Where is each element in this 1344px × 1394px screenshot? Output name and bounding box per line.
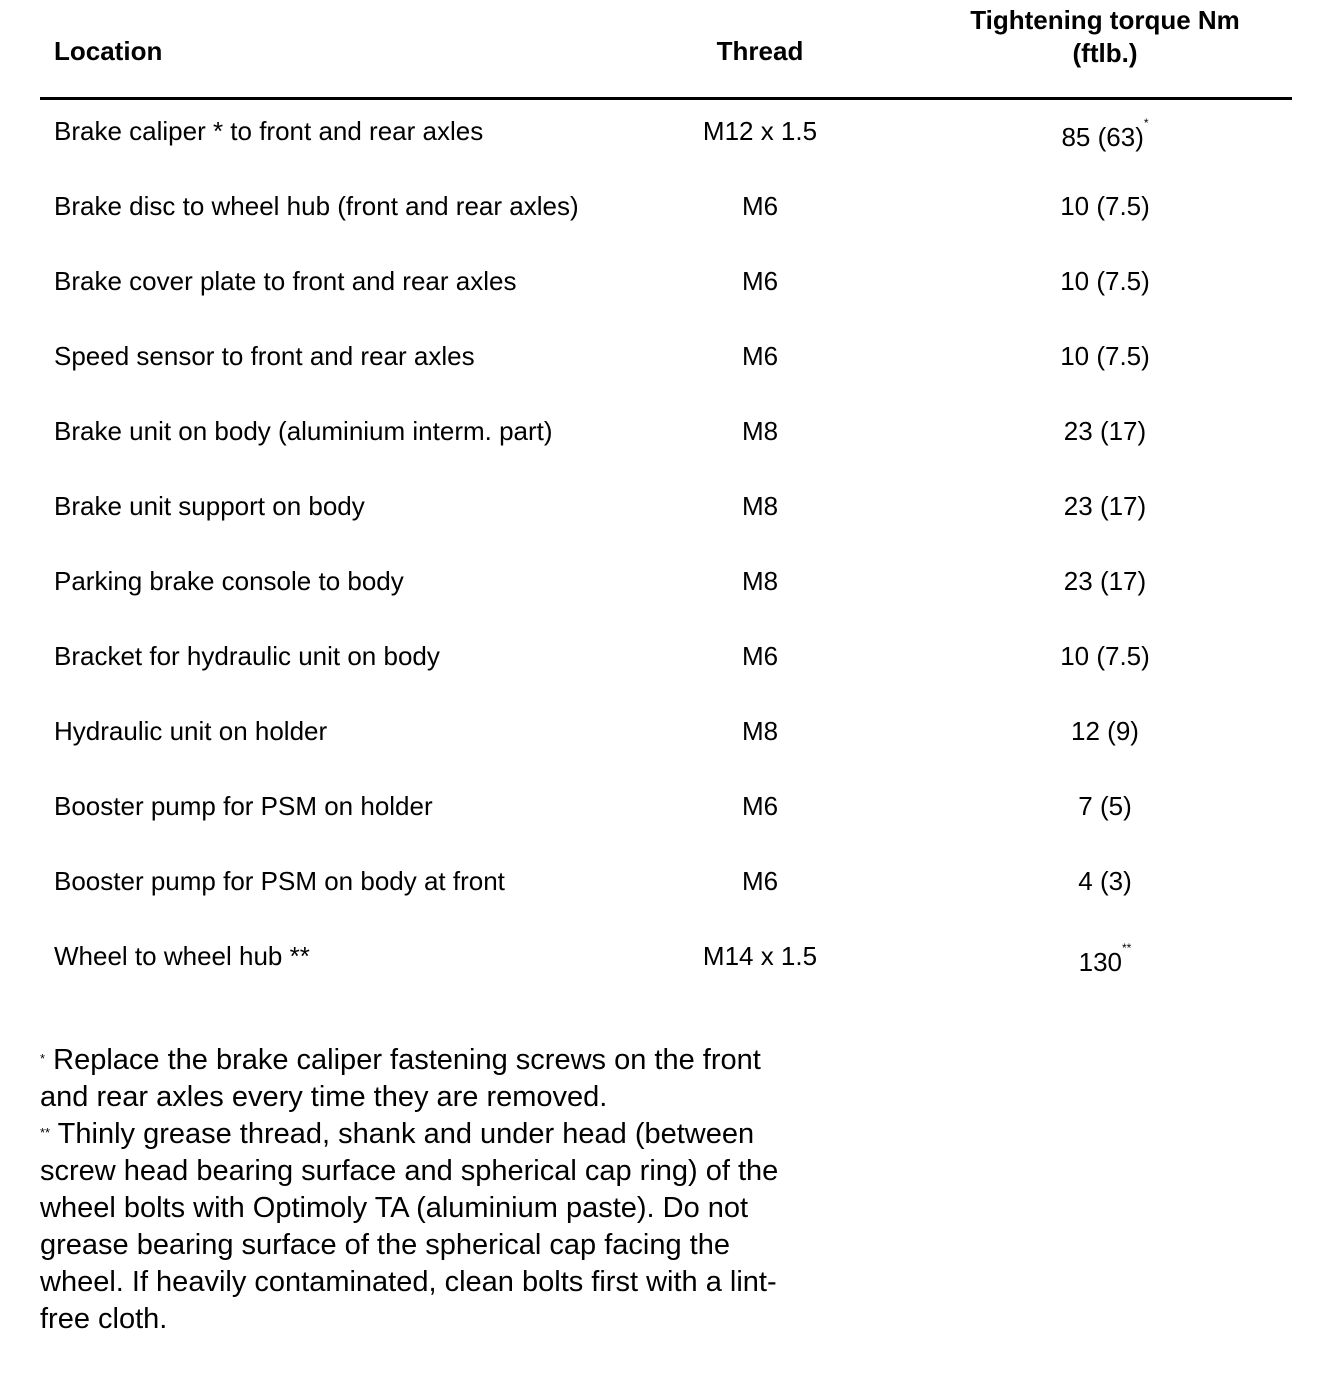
cell-thread: M6 — [741, 791, 779, 821]
cell-thread: M8 — [741, 566, 779, 596]
cell-torque — [915, 791, 1295, 822]
header-thread: Thread — [716, 36, 804, 66]
table-header — [40, 0, 1292, 100]
cell-torque-value: 10 (7.5) — [1060, 191, 1150, 221]
cell-location: Parking brake console to body — [54, 566, 404, 596]
table-row — [40, 850, 1292, 925]
cell-torque — [915, 716, 1295, 747]
cell-torque — [915, 641, 1295, 672]
cell-torque-value: 4 (3) — [1078, 866, 1132, 896]
table-row — [40, 775, 1292, 850]
cell-location: Brake cover plate to front and rear axles — [54, 266, 517, 296]
cell-thread: M8 — [741, 491, 779, 521]
cell-torque — [915, 941, 1295, 978]
cell-torque — [915, 191, 1295, 222]
table-row — [40, 550, 1292, 625]
cell-torque — [915, 416, 1295, 447]
cell-torque-footnote-mark: * — [1143, 116, 1149, 130]
cell-torque-value: 10 (7.5) — [1060, 641, 1150, 671]
table-row — [40, 925, 1292, 1000]
cell-torque-value: 7 (5) — [1078, 791, 1132, 821]
table-row — [40, 475, 1292, 550]
table-row — [40, 175, 1292, 250]
cell-thread: M8 — [741, 716, 779, 746]
torque-table — [40, 0, 1292, 1000]
cell-location: Brake unit support on body — [54, 491, 365, 521]
cell-torque-footnote-mark: ** — [1122, 941, 1132, 955]
cell-thread: M6 — [741, 266, 779, 296]
cell-torque-value: 10 (7.5) — [1060, 341, 1150, 371]
cell-torque-value: 130 — [1078, 947, 1123, 977]
cell-thread: M6 — [741, 866, 779, 896]
cell-location: Brake caliper * to front and rear axles — [54, 116, 484, 146]
footnote-2 — [40, 1116, 800, 1338]
footnotes — [40, 1042, 800, 1338]
header-torque-line1: Tightening torque Nm — [970, 5, 1240, 35]
cell-torque — [915, 116, 1295, 153]
cell-torque — [915, 266, 1295, 297]
cell-torque-value: 23 (17) — [1063, 416, 1147, 446]
table-row — [40, 700, 1292, 775]
cell-torque-value: 10 (7.5) — [1060, 266, 1150, 296]
cell-location: Speed sensor to front and rear axles — [54, 341, 475, 371]
cell-torque — [915, 491, 1295, 522]
cell-thread: M12 x 1.5 — [702, 116, 818, 146]
cell-location: Wheel to wheel hub ** — [54, 941, 310, 971]
cell-thread: M8 — [741, 416, 779, 446]
cell-torque — [915, 566, 1295, 597]
cell-location: Booster pump for PSM on body at front — [54, 866, 505, 896]
table-row — [40, 100, 1292, 175]
cell-location: Brake disc to wheel hub (front and rear axles) — [54, 191, 579, 221]
footnote-2-text: Thinly grease thread, shank and under head (between screw head bearing surface and spherical cap ring) of the wheel bolts with Optimoly TA (aluminium paste). Do not grease bearing surface of the spherical cap facing the wheel. If heavily contaminated, clean bolts first with a lint-free cloth. — [40, 1118, 779, 1335]
table-row — [40, 625, 1292, 700]
table-row — [40, 325, 1292, 400]
cell-torque — [915, 341, 1295, 372]
cell-thread: M6 — [741, 191, 779, 221]
cell-thread: M6 — [741, 641, 779, 671]
cell-torque-value: 23 (17) — [1063, 491, 1147, 521]
footnote-2-mark: ** — [40, 1125, 51, 1140]
cell-thread: M14 x 1.5 — [702, 941, 818, 971]
cell-torque-value: 12 (9) — [1071, 716, 1139, 746]
table-body — [40, 100, 1292, 1000]
table-row — [40, 400, 1292, 475]
header-torque-line2: (ftlb.) — [1072, 38, 1138, 68]
cell-torque-value: 85 (63) — [1061, 122, 1144, 152]
footnote-1-mark: * — [40, 1051, 46, 1066]
cell-location: Booster pump for PSM on holder — [54, 791, 433, 821]
footnote-1 — [40, 1042, 800, 1116]
cell-location: Bracket for hydraulic unit on body — [54, 641, 440, 671]
cell-torque — [915, 866, 1295, 897]
cell-thread: M6 — [741, 341, 779, 371]
header-torque — [915, 4, 1295, 70]
cell-location: Brake unit on body (aluminium interm. part) — [54, 416, 553, 446]
cell-location: Hydraulic unit on holder — [54, 716, 328, 746]
footnote-1-text: Replace the brake caliper fastening screws on the front and rear axles every time they are removed. — [40, 1044, 761, 1113]
cell-torque-value: 23 (17) — [1063, 566, 1147, 596]
table-row — [40, 250, 1292, 325]
header-location: Location — [54, 36, 163, 66]
